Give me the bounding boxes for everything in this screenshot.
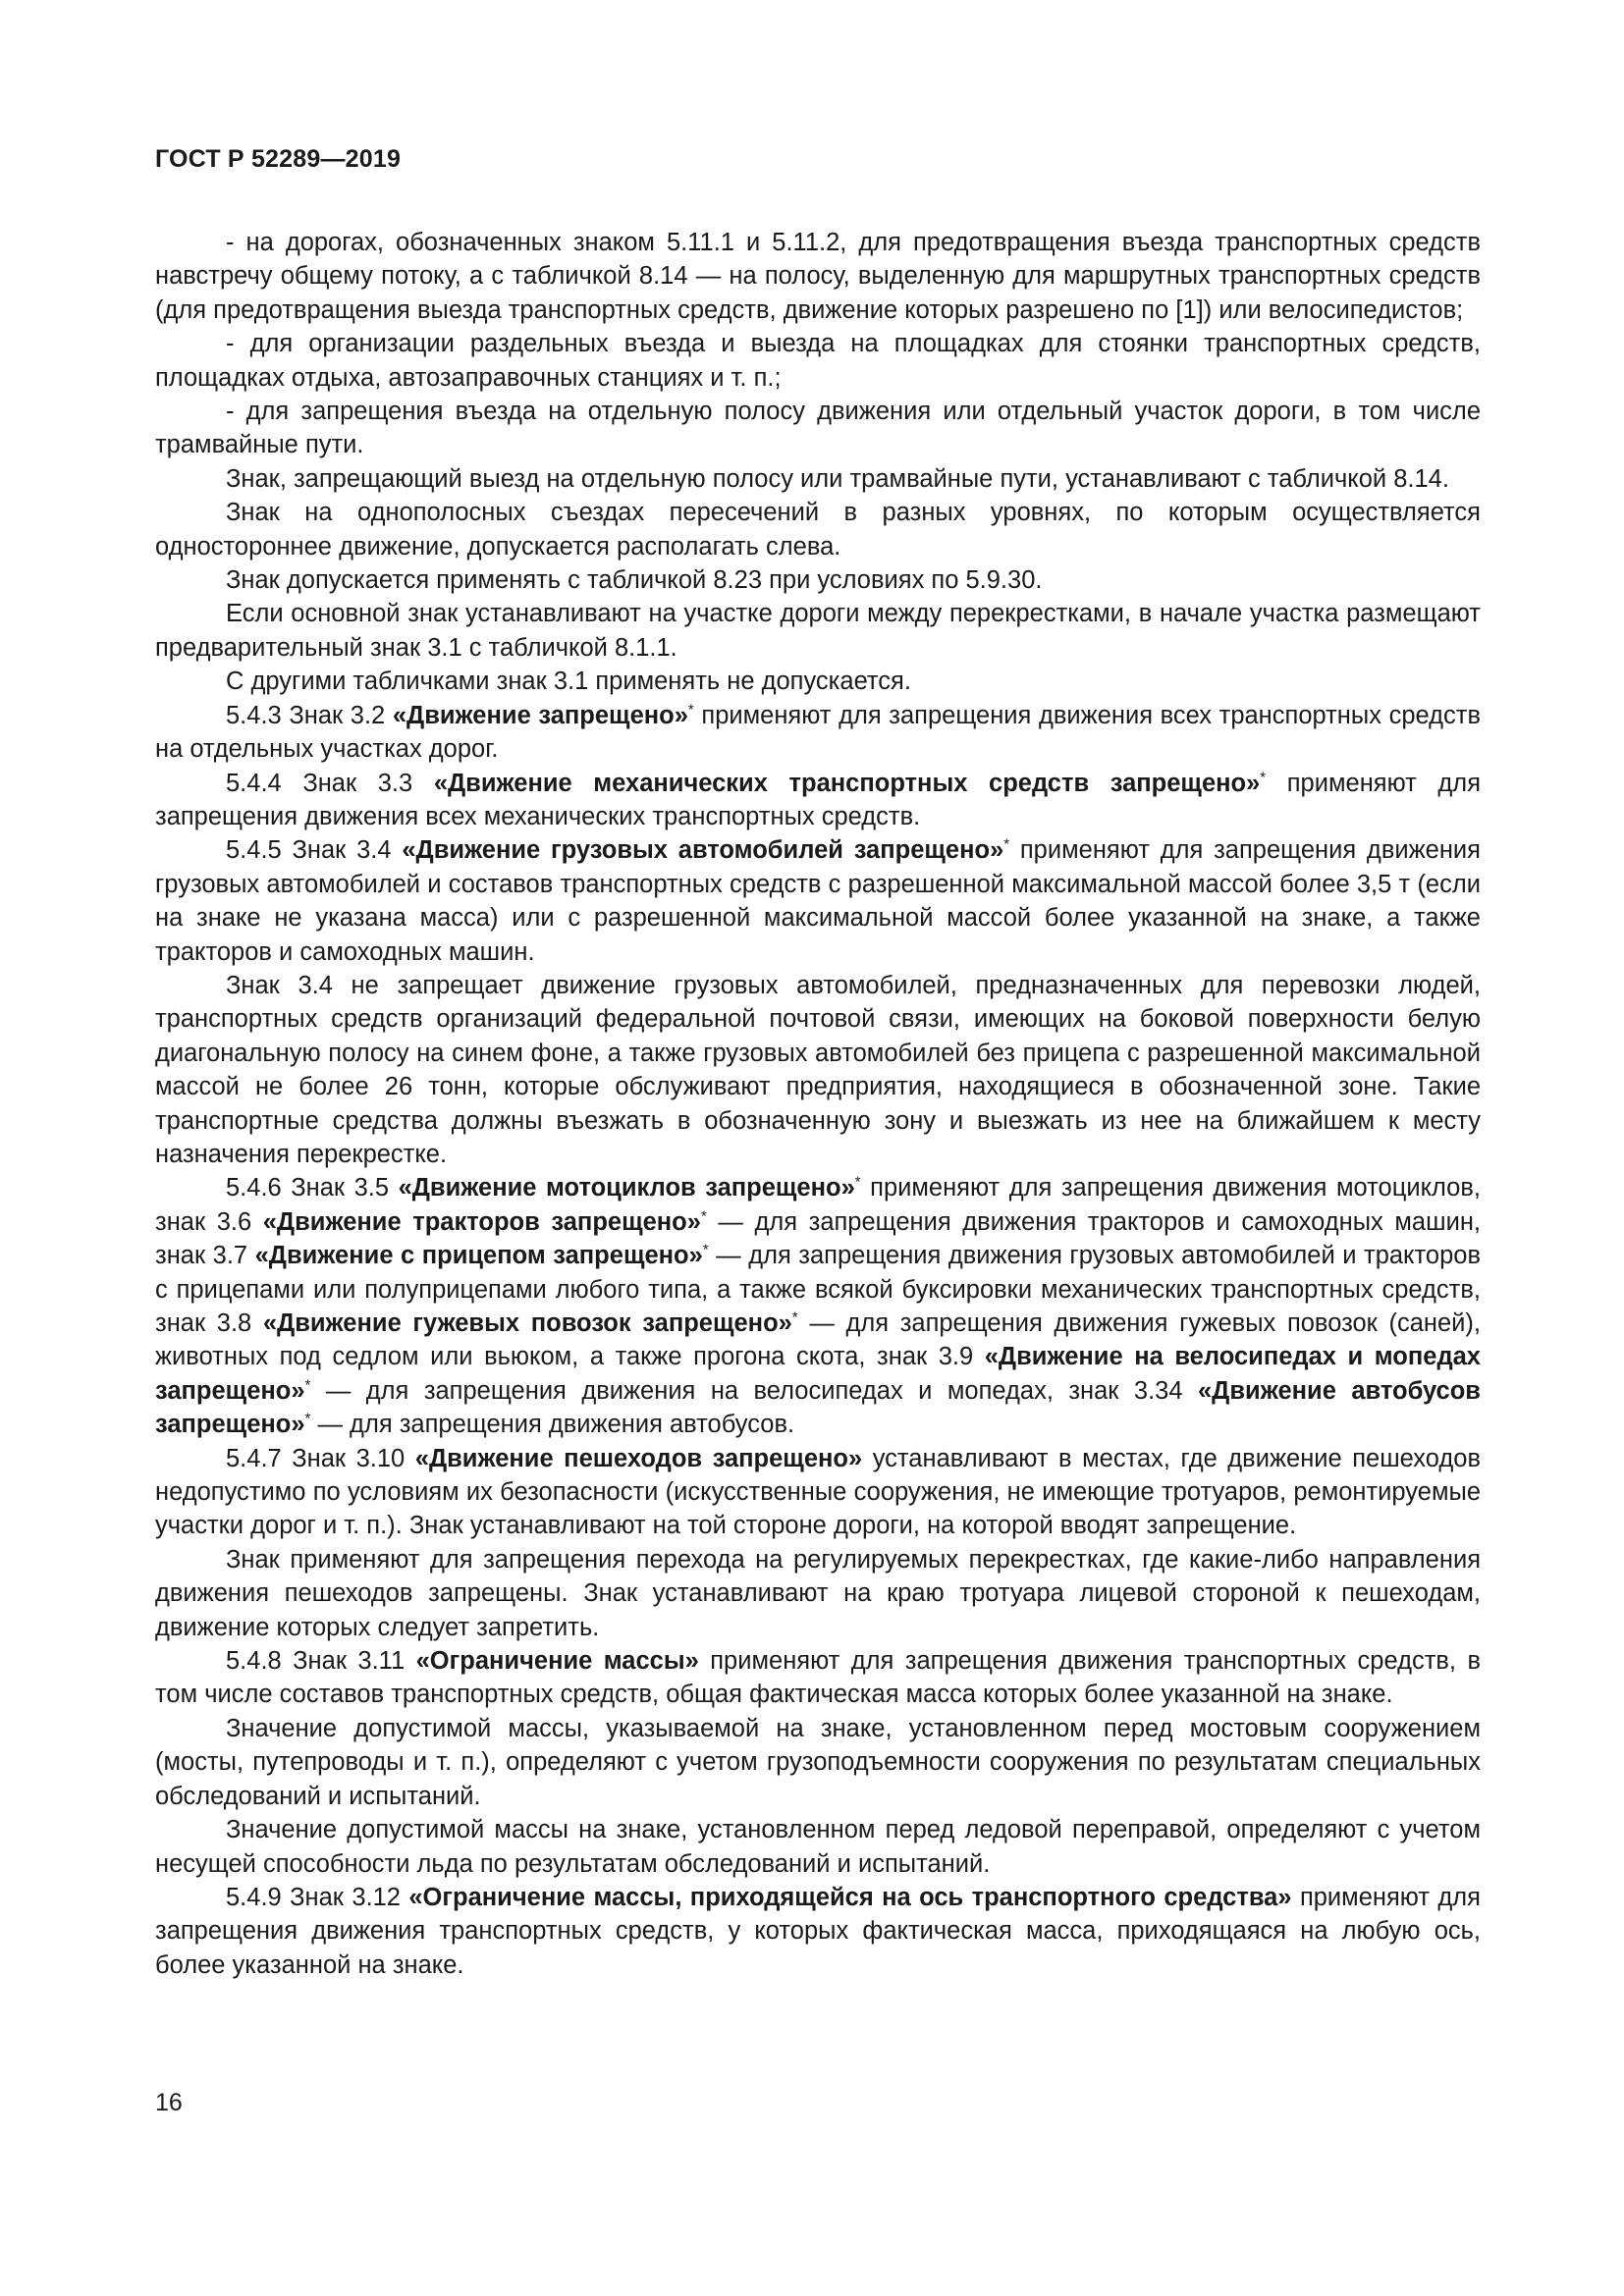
paragraph <box>155 327 1481 395</box>
paragraph-text: 5.4.8 Знак 3.11 <box>226 1647 416 1676</box>
paragraph <box>155 563 1481 597</box>
paragraph <box>155 1881 1481 1982</box>
footnote-marker: * <box>791 1308 798 1326</box>
sign-name: «Движение тракторов запрещено» <box>262 1207 701 1236</box>
footnote-marker: * <box>304 1410 311 1427</box>
sign-name: «Движение гужевых повозок запрещено» <box>262 1309 792 1337</box>
paragraph <box>155 833 1481 969</box>
paragraph-text: — для запрещения движения автобусов. <box>310 1411 795 1439</box>
page-number: 16 <box>155 2089 183 2116</box>
paragraph <box>155 1644 1481 1712</box>
footnote-marker: * <box>687 701 694 719</box>
paragraph-text: Если основной знак устанавливают на участке дороги между перекрестками, в начале участка размещают предварительный знак 3.1 с табличкой 8.1.1. <box>155 600 1481 662</box>
footnote-marker: * <box>304 1376 311 1394</box>
paragraph <box>155 395 1481 462</box>
paragraph <box>155 969 1481 1171</box>
sign-name: «Движение запрещено» <box>392 701 688 729</box>
paragraph-text: 5.4.3 Знак 3.2 <box>226 701 393 729</box>
paragraph-text: Знак на однополосных съездах пересечений в разных уровнях, по которым осуществляется одностороннее движение, допускается располагать слева. <box>155 499 1481 561</box>
paragraph <box>155 699 1481 767</box>
sign-name: «Движение мотоциклов запрещено» <box>398 1174 855 1202</box>
sign-name: «Движение с прицепом запрещено» <box>254 1242 703 1270</box>
paragraph <box>155 1171 1481 1441</box>
sign-name: «Движение механических транспортных средств запрещено» <box>433 769 1261 797</box>
paragraph-text: применяют для запрещения движения транспортных средств, у которых фактическая масса, приходящаяся на любую ось, более указанной на знаке. <box>155 1883 1481 1979</box>
paragraph <box>155 767 1481 834</box>
paragraph-text: применяют для запрещения движения всех механических транспортных средств. <box>155 769 1481 830</box>
paragraph <box>155 597 1481 665</box>
paragraph-text: - для организации раздельных въезда и выезда на площадках для стоянки транспортных средств, площадках отдыха, автозаправочных станциях и т. п.; <box>155 330 1481 392</box>
paragraph-text: — для запрещения движения грузовых автомобилей и тракторов с прицепами или полуприцепами любого типа, а также всякой буксировки механических транспортных средств, знак 3.8 <box>155 1242 1481 1337</box>
paragraph-text: Знак допускается применять с табличкой 8.23 при условиях по 5.9.30. <box>226 566 1043 595</box>
paragraph-text: применяют для запрещения движения транспортных средств, в том числе составов транспортных средств, общая фактическая масса которых более указанной на знаке. <box>155 1647 1482 1709</box>
sign-name: «Движение грузовых автомобилей запрещено» <box>402 836 1004 865</box>
paragraph <box>155 1442 1481 1543</box>
paragraph-text: 5.4.6 Знак 3.5 <box>226 1174 399 1202</box>
sign-name: «Движение на велосипедах и мопедах запрещено» <box>155 1343 1481 1405</box>
paragraph-text: 5.4.7 Знак 3.10 <box>226 1444 415 1472</box>
document-header: ГОСТ Р 52289—2019 <box>155 145 402 173</box>
paragraph-text: 5.4.5 Знак 3.4 <box>226 836 403 865</box>
footnote-marker: * <box>1003 835 1010 853</box>
paragraph <box>155 1712 1481 1813</box>
footnote-marker: * <box>1260 769 1267 785</box>
paragraph-text: - на дорогах, обозначенных знаком 5.11.1 и 5.11.2, для предотвращения въезда транспортных средств навстречу общему потоку, а с табличкой 8.14 — на полосу, выделенную для маршрутных транспортных средств (для предотвращения выезда транспортных средств, движение которых разрешено по [1]) или велосипедистов; <box>155 229 1481 324</box>
paragraph-text: 5.4.4 Знак 3.3 <box>226 769 434 797</box>
paragraph-text: - для запрещения въезда на отдельную полосу движения или отдельный участок дороги, в том числе трамвайные пути. <box>155 398 1481 459</box>
paragraph-text: применяют для запрещения движения грузовых автомобилей и составов транспортных средств с разрешенной максимальной массой более 3,5 т (если на знаке не указана масса) или с разрешенной максимальной массой более указанной на знаке, а также тракторов и самоходных машин. <box>155 836 1481 966</box>
paragraph-text: Знак, запрещающий выезд на отдельную полосу или трамвайные пути, устанавливают с табличкой 8.14. <box>226 464 1449 493</box>
paragraph-text: Значение допустимой массы на знаке, установленном перед ледовой переправой, определяют с учетом несущей способности льда по результатам обследований и испытаний. <box>155 1816 1481 1878</box>
paragraph <box>155 462 1481 496</box>
paragraph-text: — для запрещения движения гужевых повозок (саней), животных под седлом или вьюком, а также прогона скота, знак 3.9 <box>155 1309 1481 1371</box>
paragraph-text: 5.4.9 Знак 3.12 <box>226 1883 409 1911</box>
paragraph-text: устанавливают в местах, где движение пешеходов недопустимо по условиям их безопасности (искусственные сооружения, не имеющие тротуаров, ремонтируемые участки дорог и т. п.). Знак устанавливают на той стороне дороги, на которой вводят запрещение. <box>155 1444 1481 1540</box>
footnote-marker: * <box>700 1207 707 1225</box>
sign-name: «Ограничение массы, приходящейся на ось транспортного средства» <box>408 1883 1292 1911</box>
paragraph-text: Знак 3.4 не запрещает движение грузовых автомобилей, предназначенных для перевозки людей, транспортных средств организаций федеральной почтовой связи, имеющих на боковой поверхности белую диагональную полосу на синем фоне, а также грузовых автомобилей без прицепа с разрешенной максимальной массой не более 26 тонн, которые обслуживают предприятия, находящиеся в обозначенной зоне. Такие транспортные средства должны въезжать в обозначенную зону и выезжать из нее на ближайшем к месту назначения перекрестке. <box>155 971 1481 1168</box>
paragraph <box>155 665 1481 698</box>
paragraph-text: Знак применяют для запрещения перехода на регулируемых перекрестках, где какие-либо направления движения пешеходов запрещены. Знак устанавливают на краю тротуара лицевой стороной к пешеходам, движение которых следует запретить. <box>155 1545 1481 1641</box>
paragraph-text: С другими табличками знак 3.1 применять не допускается. <box>226 667 911 696</box>
paragraph-text: — для запрещения движения тракторов и самоходных машин, знак 3.7 <box>155 1207 1481 1270</box>
paragraph-text: — для запрещения движения на велосипедах и мопедах, знак 3.34 <box>310 1376 1198 1405</box>
sign-name: «Движение пешеходов запрещено» <box>414 1444 863 1472</box>
paragraph <box>155 496 1481 563</box>
footnote-marker: * <box>854 1173 861 1191</box>
paragraph-text: применяют для запрещения движения всех транспортных средств на отдельных участках дорог. <box>155 701 1481 764</box>
sign-name: «Ограничение массы» <box>415 1647 699 1676</box>
paragraph <box>155 1813 1481 1881</box>
sign-name: «Движение автобусов запрещено» <box>155 1376 1481 1439</box>
paragraph <box>155 226 1481 327</box>
document-body <box>155 226 1481 1982</box>
paragraph-text: применяют для запрещения движения мотоциклов, знак 3.6 <box>155 1174 1481 1236</box>
footnote-marker: * <box>702 1241 709 1258</box>
paragraph-text: Значение допустимой массы, указываемой на знаке, установленном перед мостовым сооружением (мосты, путепроводы и т. п.), определяют с учетом грузоподъемности сооружения по результатам специальных обследований и испытаний. <box>155 1714 1481 1810</box>
paragraph <box>155 1543 1481 1644</box>
